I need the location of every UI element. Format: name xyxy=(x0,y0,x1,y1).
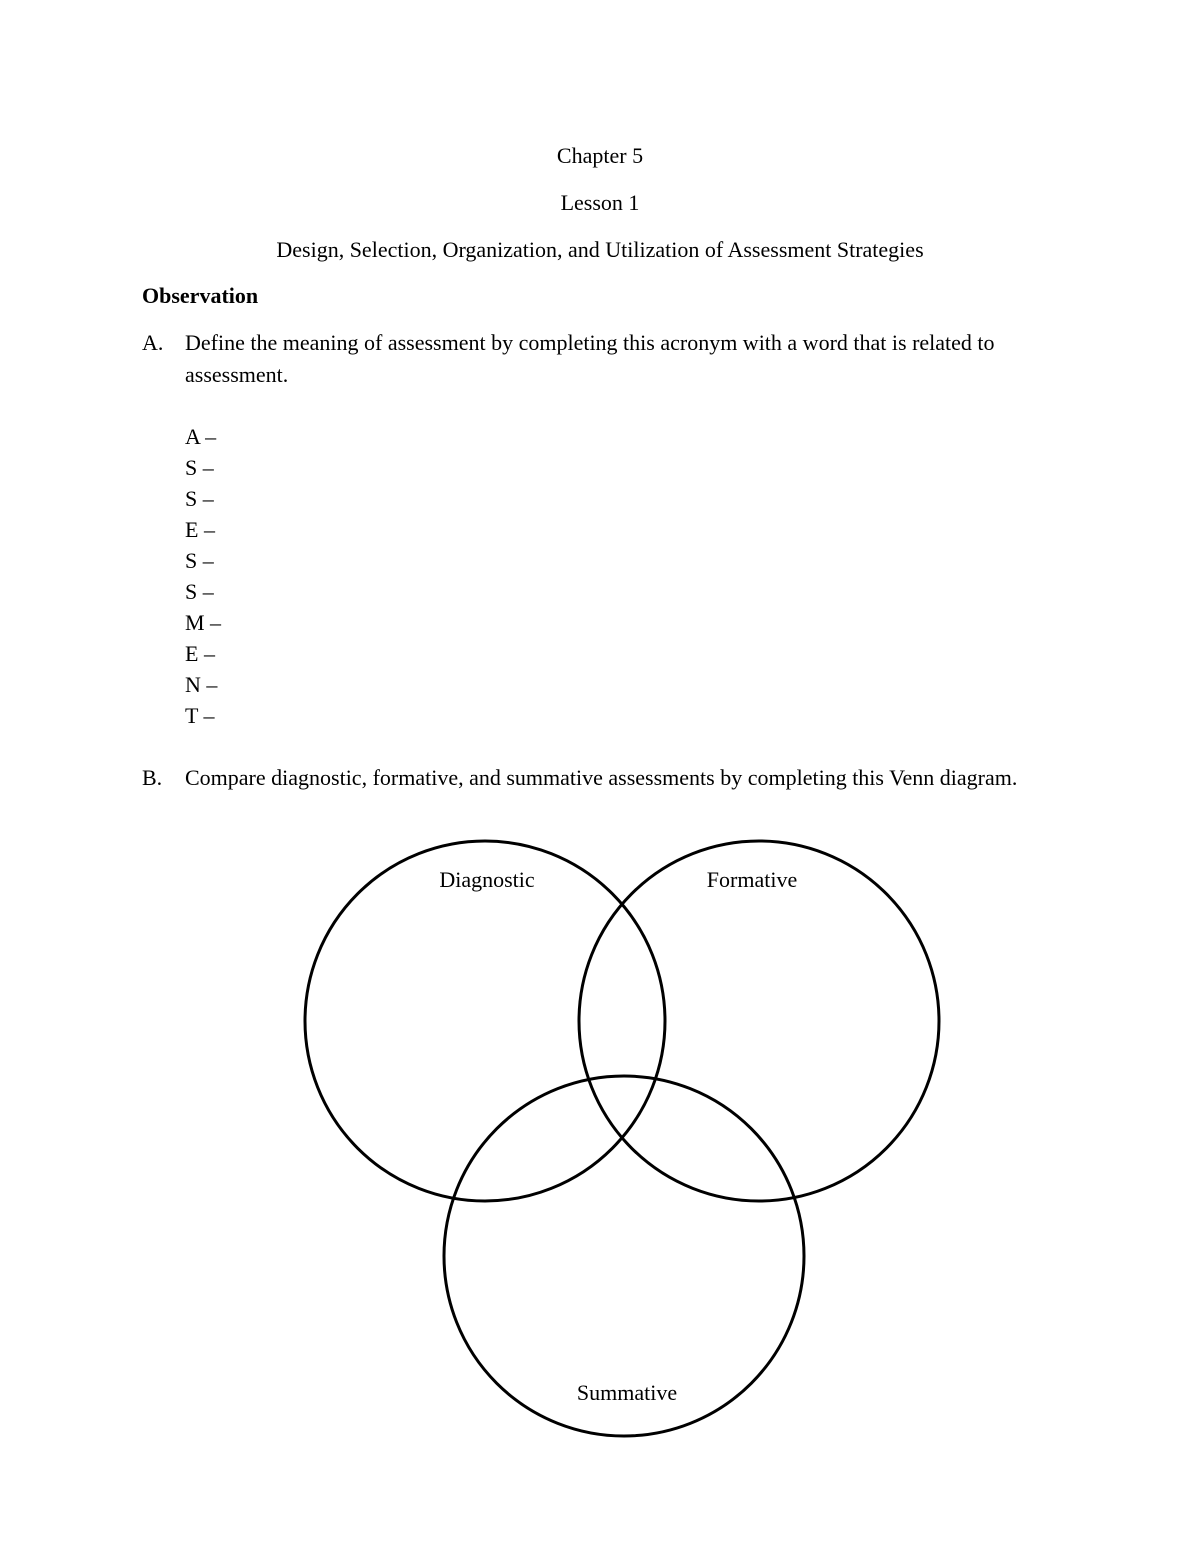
diagnostic-circle xyxy=(305,841,665,1201)
formative-circle xyxy=(579,841,939,1201)
acronym-line: A – xyxy=(185,424,217,449)
acronym-line: E – xyxy=(185,641,215,666)
acronym-line: S – xyxy=(185,548,214,573)
page-title: Design, Selection, Organization, and Utilization of Assessment Strategies xyxy=(276,237,924,262)
item-b-letter: B. xyxy=(142,765,163,790)
acronym-line: S – xyxy=(185,579,214,604)
chapter-title: Chapter 5 xyxy=(556,143,644,168)
diagnostic-label: Diagnostic xyxy=(439,867,535,892)
acronym-line: M – xyxy=(185,610,222,635)
acronym-line: E – xyxy=(185,517,215,542)
acronym-line: N – xyxy=(185,672,218,697)
item-b-text: Compare diagnostic, formative, and summative assessments by completing this Venn diagram. xyxy=(185,765,1018,790)
section-heading: Observation xyxy=(142,283,259,308)
acronym-line: T – xyxy=(185,703,215,728)
lesson-title: Lesson 1 xyxy=(560,190,640,215)
formative-label: Formative xyxy=(706,867,798,892)
item-a-text: Define the meaning of assessment by completing this acronym with a word that is related to assessment. xyxy=(185,330,995,387)
summative-label: Summative xyxy=(576,1380,678,1405)
acronym-line: S – xyxy=(185,486,214,511)
acronym-line: S – xyxy=(185,455,214,480)
item-a-letter: A. xyxy=(142,330,164,355)
